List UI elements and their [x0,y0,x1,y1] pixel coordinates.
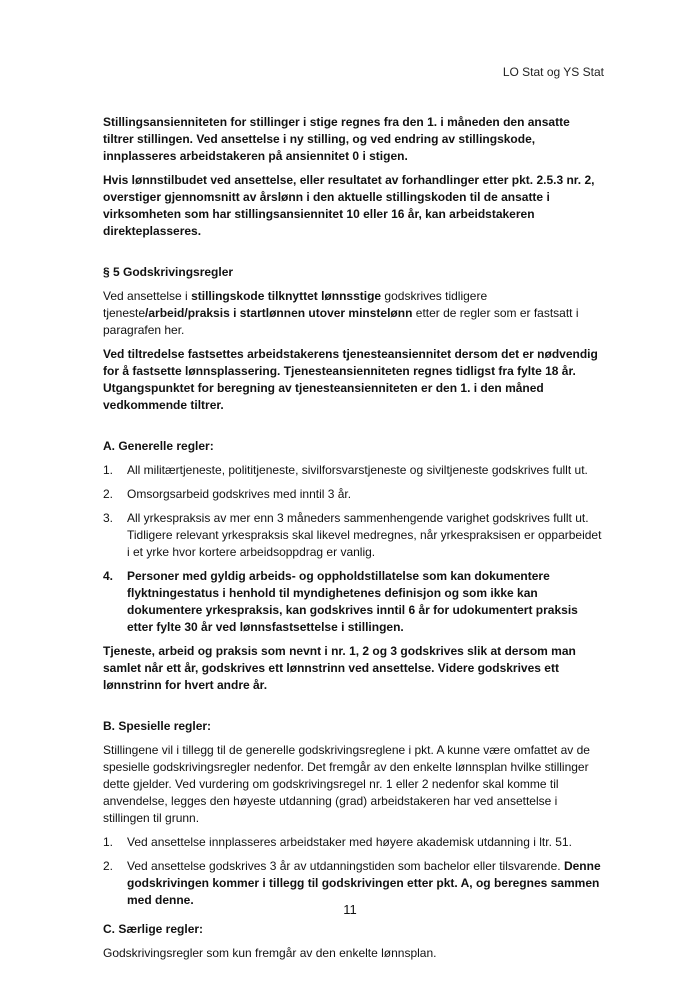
sectionB-list [103,834,603,909]
section5-paragraph-2: Ved tiltredelse fastsettes arbeidstakerens tjenesteansiennitet dersom det er nødvendig for å fastsette lønnsplassering. Tjenesteansienniteten regnes tidligst fra fylte 18 år. Utgangspunktet for beregning av tjenesteansienniteten er den 1. i den måned vedkommende tiltrer. [103,347,598,412]
s5-text-d: /arbeid/praksis i startlønnen utover minstelønn [145,306,413,320]
s5-text-c: godskrives tidligere tjeneste [103,289,488,320]
page-content [103,114,603,962]
intro-paragraph-1: Stillingsansienniteten for stillinger i stige regnes fra den 1. i måneden den ansatte tiltrer stillingen. Ved ansettelse i ny stilling, og ved endring av stillingskode, innplasseres arbeidstakeren på ansiennitet 0 i stigen. [103,115,570,163]
list-item-number: 2. [103,859,114,873]
section5-paragraph-1 [103,288,603,339]
sectionB-intro: Stillingene vil i tillegg til de generelle godskrivingsreglene i pkt. A kunne være omfattet av de spesielle godskrivingsregler nedenfor. Det fremgår av den enkelte lønnsplan hvilke stillinger dette gjelder. Ved vurdering om godskrivingsregel nr. 1 eller 2 nedenfor skal komme til anvendelse, legges den høyeste utdanning (grad) arbeidstakeren har ved ansettelse i stillingen til grunn. [103,743,590,825]
list-item-number: 3. [103,511,114,525]
s5-text-b: stillingskode tilknyttet lønnsstige [191,289,382,303]
list-item [103,834,603,851]
list-item-number: 1. [103,463,114,477]
s5-text-e: etter de regler som er fastsatt i paragrafen her. [103,306,579,337]
sectionA-after: Tjeneste, arbeid og praksis som nevnt i nr. 1, 2 og 3 godskrives slik at dersom man samlet når ett år, godskrives ett lønnstrinn ved ansettelse. Videre godskrives ett lønnstrinn for hvert andre år. [103,644,576,692]
list-item-text-plain: Ved ansettelse godskrives 3 år av utdanningstiden som bachelor eller tilsvarende. [127,859,561,873]
section5-heading: § 5 Godskrivingsregler [103,265,234,279]
list-item-text: Omsorgsarbeid godskrives med inntil 3 år. [127,487,352,501]
list-item-number: 1. [103,835,114,849]
list-item-text: All yrkespraksis av mer enn 3 måneders sammenhengende varighet godskrives fullt ut. Tidligere relevant yrkespraksis skal likevel medregnes, når yrkespraksisen er opparbeidet i et yrke hvor kortere arbeidsoppdrag er vanlig. [127,511,602,559]
sectionC-heading: C. Særlige regler: [103,922,204,936]
list-item-number: 4. [103,569,114,583]
sectionC-text: Godskrivingsregler som kun fremgår av den enkelte lønnsplan. [103,946,437,960]
intro-paragraph-2: Hvis lønnstilbudet ved ansettelse, eller resultatet av forhandlinger etter pkt. 2.5.3 nr. 2, overstiger gjennomsnitt av årslønn i den aktuelle stillingskoden til de ansatte i virksomheten som har stillingsansiennitet 10 eller 16 år, kan arbeidstakeren direkteplasseres. [103,173,595,238]
page-number: 11 [343,902,357,917]
list-item [103,568,603,636]
sectionA-list [103,462,603,636]
s5-text-a: Ved ansettelse i [103,289,192,303]
list-item-number: 2. [103,487,114,501]
list-item-text: All militærtjeneste, polititjeneste, sivilforsvarstjeneste og siviltjeneste godskrives fullt ut. [127,463,588,477]
list-item [103,462,603,479]
sectionB-heading: B. Spesielle regler: [103,719,212,733]
document-header: LO Stat og YS Stat [502,65,604,79]
list-item-text: Ved ansettelse innplasseres arbeidstaker med høyere akademisk utdanning i ltr. 51. [127,835,572,849]
list-item-text: Personer med gyldig arbeids- og oppholdstillatelse som kan dokumentere flyktningestatus i henhold til myndighetenes definisjon og som ikke kan dokumentere yrkespraksis, kan godskrives inntil 6 år for udokumentert praksis etter fylte 30 år ved lønnsfastsettelse i stillingen. [127,569,578,634]
list-item [103,510,603,561]
list-item-text-bold: Denne godskrivingen kommer i tillegg til godskrivingen etter pkt. A, og beregnes sammen med denne. [127,859,601,907]
sectionA-heading: A. Generelle regler: [103,439,214,453]
list-item [103,486,603,503]
